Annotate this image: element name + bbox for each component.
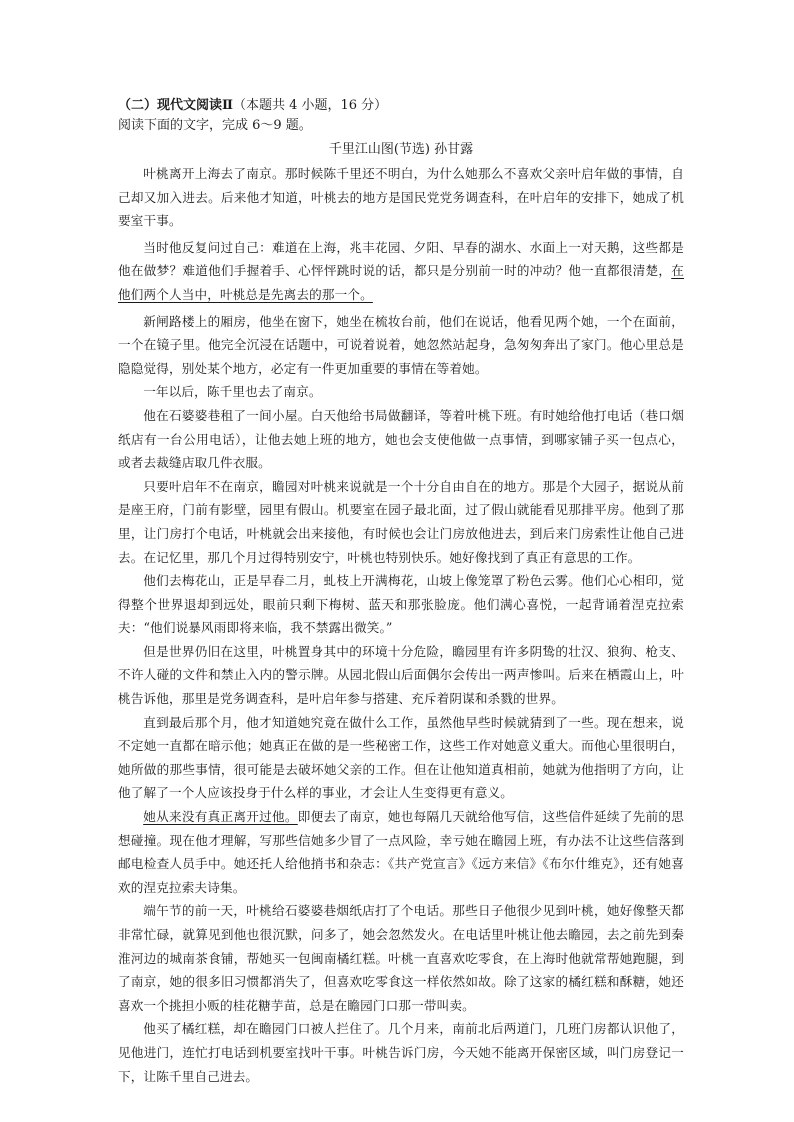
section-note: （本题共 4 小题，16 分） [232,98,388,113]
paragraph: 但是世界仍旧在这里，叶桃置身其中的环境十分危险，瞻园里有许多阴鸷的壮汉、狼狗、枪支、不许人碰的文件和禁止入内的警示牌。从园北假山后面偶尔会传出一两声惨叫。后来在栖霞山上，叶桃告诉他，那里是党务调查科，是叶启年参与搭建、充斥着阴谋和杀戮的世界。 [118,643,684,707]
section-heading [118,96,684,116]
paragraph: 新闸路楼上的厢房，他坐在窗下，她坐在梳妆台前，他们在说话，他看见两个她，一个在面前，一个在镜子里。他完全沉浸在话题中，可说着说着，她忽然站起身，急匆匆奔出了家门。他心里总是隐隐觉得，别处某个地方，必定有一件更加重要的事情在等着她。 [118,313,684,376]
paragraph: 只要叶启年不在南京，瞻园对叶桃来说就是一个十分自由自在的地方。那是个大园子，据说从前是座王府，门前有影壁，园里有假山。机要室在园子最北面，过了假山就能看见那排平房。他到了那里，让门房打个电话，叶桃就会出来接他，有时候也会让门房放他进去，到后来门房索性让他自己进去。在记忆里，那几个月过得特别安宁，叶桃也特别快乐。她好像找到了真正有意思的工作。 [118,478,684,565]
underlined-sentence: 在他们两个人当中，叶桃总是先离去的那一个。 [118,263,684,302]
article-title: 千里江山图(节选) 孙甘露 [328,142,474,157]
paragraph: 叶桃离开上海去了南京。那时候陈千里还不明白，为什么她那么不喜欢父亲叶启年做的事情，自己却又加入进去。后来他才知道，叶桃去的地方是国民党党务调查科，在叶启年的安排下，她成了机要室干事。 [118,166,684,229]
paragraph: 直到最后那个月，他才知道她究竟在做什么工作，虽然他早些时候就猜到了一些。现在想来，说不定她一直都在暗示他；她真正在做的是一些秘密工作，这些工作对她意义重大。而他心里很明白，她所做的那些事情，很可能是去破坏她父亲的工作。但在让他知道真相前，她就为他指明了方向，让他了解了一个人应该投身于什么样的事业，才会让人生变得更有意义。 [118,714,684,801]
section-label: （二）现代文阅读Ⅱ [118,98,233,113]
paragraph: 他在石婆婆巷租了一间小屋。白天他给书局做翻译，等着叶桃下班。有时她给他打电话（巷口烟纸店有一台公用电话），让他去她上班的地方，她也会支使他做一点事情，到哪家铺子买一包点心，或者去裁缝店取几件衣服。 [118,407,684,471]
paragraph: 端午节的前一天，叶桃给石婆婆巷烟纸店打了个电话。那些日子他很少见到叶桃，她好像整天都非常忙碌，就算见到他也很沉默，问多了，她会忽然发火。在电话里叶桃让他去瞻园，去之前先到秦淮河边的城南茶食铺，帮她买一包闽南橘红糕。叶桃一直喜欢吃零食，在上海时他就常帮她跑腿，到了南京，她的很多旧习惯都消失了，但喜欢吃零食这一样依然如故。除了这家的橘红糕和酥糖，她还喜欢一个挑担小贩的桂花糖芋苗，总是在瞻园门口那一带叫卖。 [118,903,684,1013]
underlined-sentence: 她从来没有真正离开过他。 [143,809,298,825]
paragraph: 她从来没有真正离开过他。即便去了南京，她也每隔几天就给他写信，这些信件延续了先前的思想碰撞。现在他才理解，写那些信她多少冒了一点风险，幸亏她在瞻园上班，有办法不让这些信落到邮电检查人员手中。她还托人给他捎书和杂志：《共产党宣言》《远方来信》《布尔什维克》，还有她喜欢的涅克拉索夫诗集。 [118,809,684,895]
paragraph: 当时他反复问过自己：难道在上海，兆丰花园、夕阳、早春的湖水、水面上一对天鹅，这些都是他在做梦？难道他们手握着手、心怦怦跳时说的话，都只是分别前一时的冲动？他一直都很清楚，在他们两个人当中，叶桃总是先离去的那一个。 [118,239,684,302]
article-body [118,162,684,1088]
paragraph: 一年以后，陈千里也去了南京。 [143,384,322,400]
paragraph: 他们去梅花山，正是早春二月，虬枝上开满梅花，山坡上像笼罩了粉色云雾。他们心心相印，觉得整个世界退却到远处，眼前只剩下梅树、蓝天和那张脸庞。他们满心喜悦，一起背诵着涅克拉索夫：“他们说暴风雨即将来临，我不禁露出微笑。” [118,573,684,636]
paragraph: 他买了橘红糕，却在瞻园门口被人拦住了。几个月来，南前北后两道门，几班门房都认识他了，见他进门，连忙打电话到机要室找叶干事。叶桃告诉门房，今天她不能离开保密区域，叫门房登记一下，让陈千里自己进去。 [118,1021,684,1084]
reading-instruction: 阅读下面的文字，完成 6～9 题。 [118,118,312,133]
